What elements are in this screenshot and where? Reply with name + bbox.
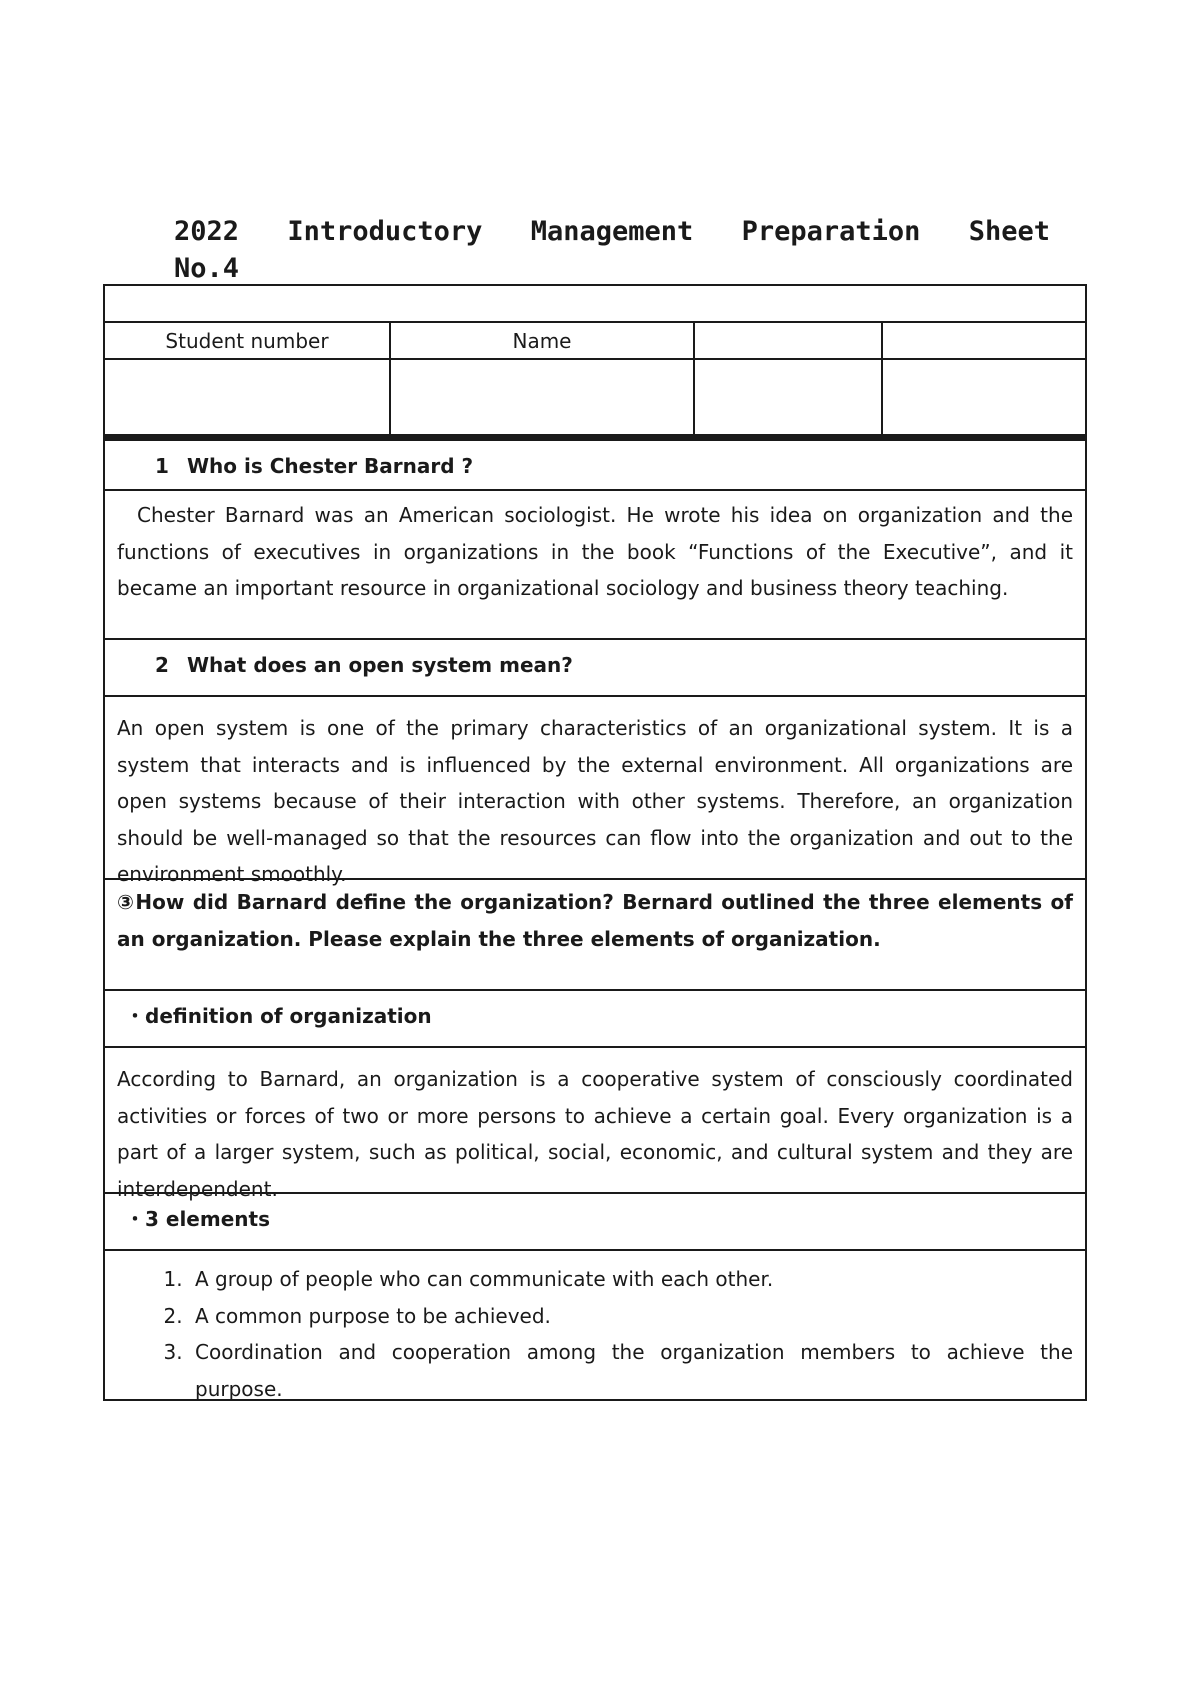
document-title-number: No.4 xyxy=(174,253,240,284)
element-item-2: 2. A common purpose to be achieved. xyxy=(189,1298,1073,1335)
question-3 xyxy=(105,880,1085,991)
preparation-sheet-table xyxy=(103,284,1087,1401)
definition-heading xyxy=(105,991,1085,1048)
question-2-number: 2 xyxy=(155,653,169,677)
student-number-field[interactable] xyxy=(105,360,391,434)
extra-header-2 xyxy=(883,323,1085,360)
answer-2-text: An open system is one of the primary characteristics of an organizational system. It is a system that interacts and is influenced by the external environment. All organizations are open systems because of their interaction with other systems. Therefore, an organization should be well-managed so that the resources can flow into the organization and out to the environment smoothly. xyxy=(117,716,1073,886)
element-item-3: 3. Coordination and cooperation among the organization members to achieve the purpose. xyxy=(189,1334,1073,1407)
elements-heading-text: ・3 elements xyxy=(125,1207,270,1231)
header-blank-row xyxy=(105,286,1085,323)
question-1-text: Who is Chester Barnard ? xyxy=(187,454,474,478)
name-header: Name xyxy=(391,323,695,360)
question-2-text: What does an open system mean? xyxy=(187,653,573,677)
elements-list xyxy=(105,1251,1085,1411)
question-3-text: ③How did Barnard define the organization? Bernard outlined the three elements of an organization. Please explain the three elements of organization. xyxy=(117,890,1073,951)
elements-heading xyxy=(105,1194,1085,1251)
document-title: 2022 Introductory Management Preparation Sheet xyxy=(174,216,1050,247)
question-2 xyxy=(105,640,1085,697)
student-number-header: Student number xyxy=(105,323,391,360)
definition-answer-text: According to Barnard, an organization is a cooperative system of consciously coordinated activities or forces of two or more persons to achieve a certain goal. Every organization is a part of a larger system, such as political, social, economic, and cultural system and they are interdependent. xyxy=(117,1067,1073,1201)
extra-header-1 xyxy=(695,323,883,360)
elements-answer xyxy=(105,1251,1085,1399)
extra-field-1[interactable] xyxy=(695,360,883,434)
definition-heading-text: ・definition of organization xyxy=(125,1004,432,1028)
name-field[interactable] xyxy=(391,360,695,434)
element-item-1: 1. A group of people who can communicate with each other. xyxy=(189,1261,1073,1298)
definition-answer xyxy=(105,1048,1085,1201)
question-1 xyxy=(105,441,1085,491)
student-info-entry-row xyxy=(105,360,1085,441)
answer-1 xyxy=(105,491,1085,640)
answer-1-text: Chester Barnard was an American sociologist. He wrote his idea on organization and the functions of executives in organizations in the book “Functions of the Executive”, and it became an important resource in organizational sociology and business theory teaching. xyxy=(117,503,1073,600)
question-1-number: 1 xyxy=(155,454,169,478)
extra-field-2[interactable] xyxy=(883,360,1085,434)
answer-2 xyxy=(105,697,1085,886)
student-info-header-row xyxy=(105,323,1085,360)
